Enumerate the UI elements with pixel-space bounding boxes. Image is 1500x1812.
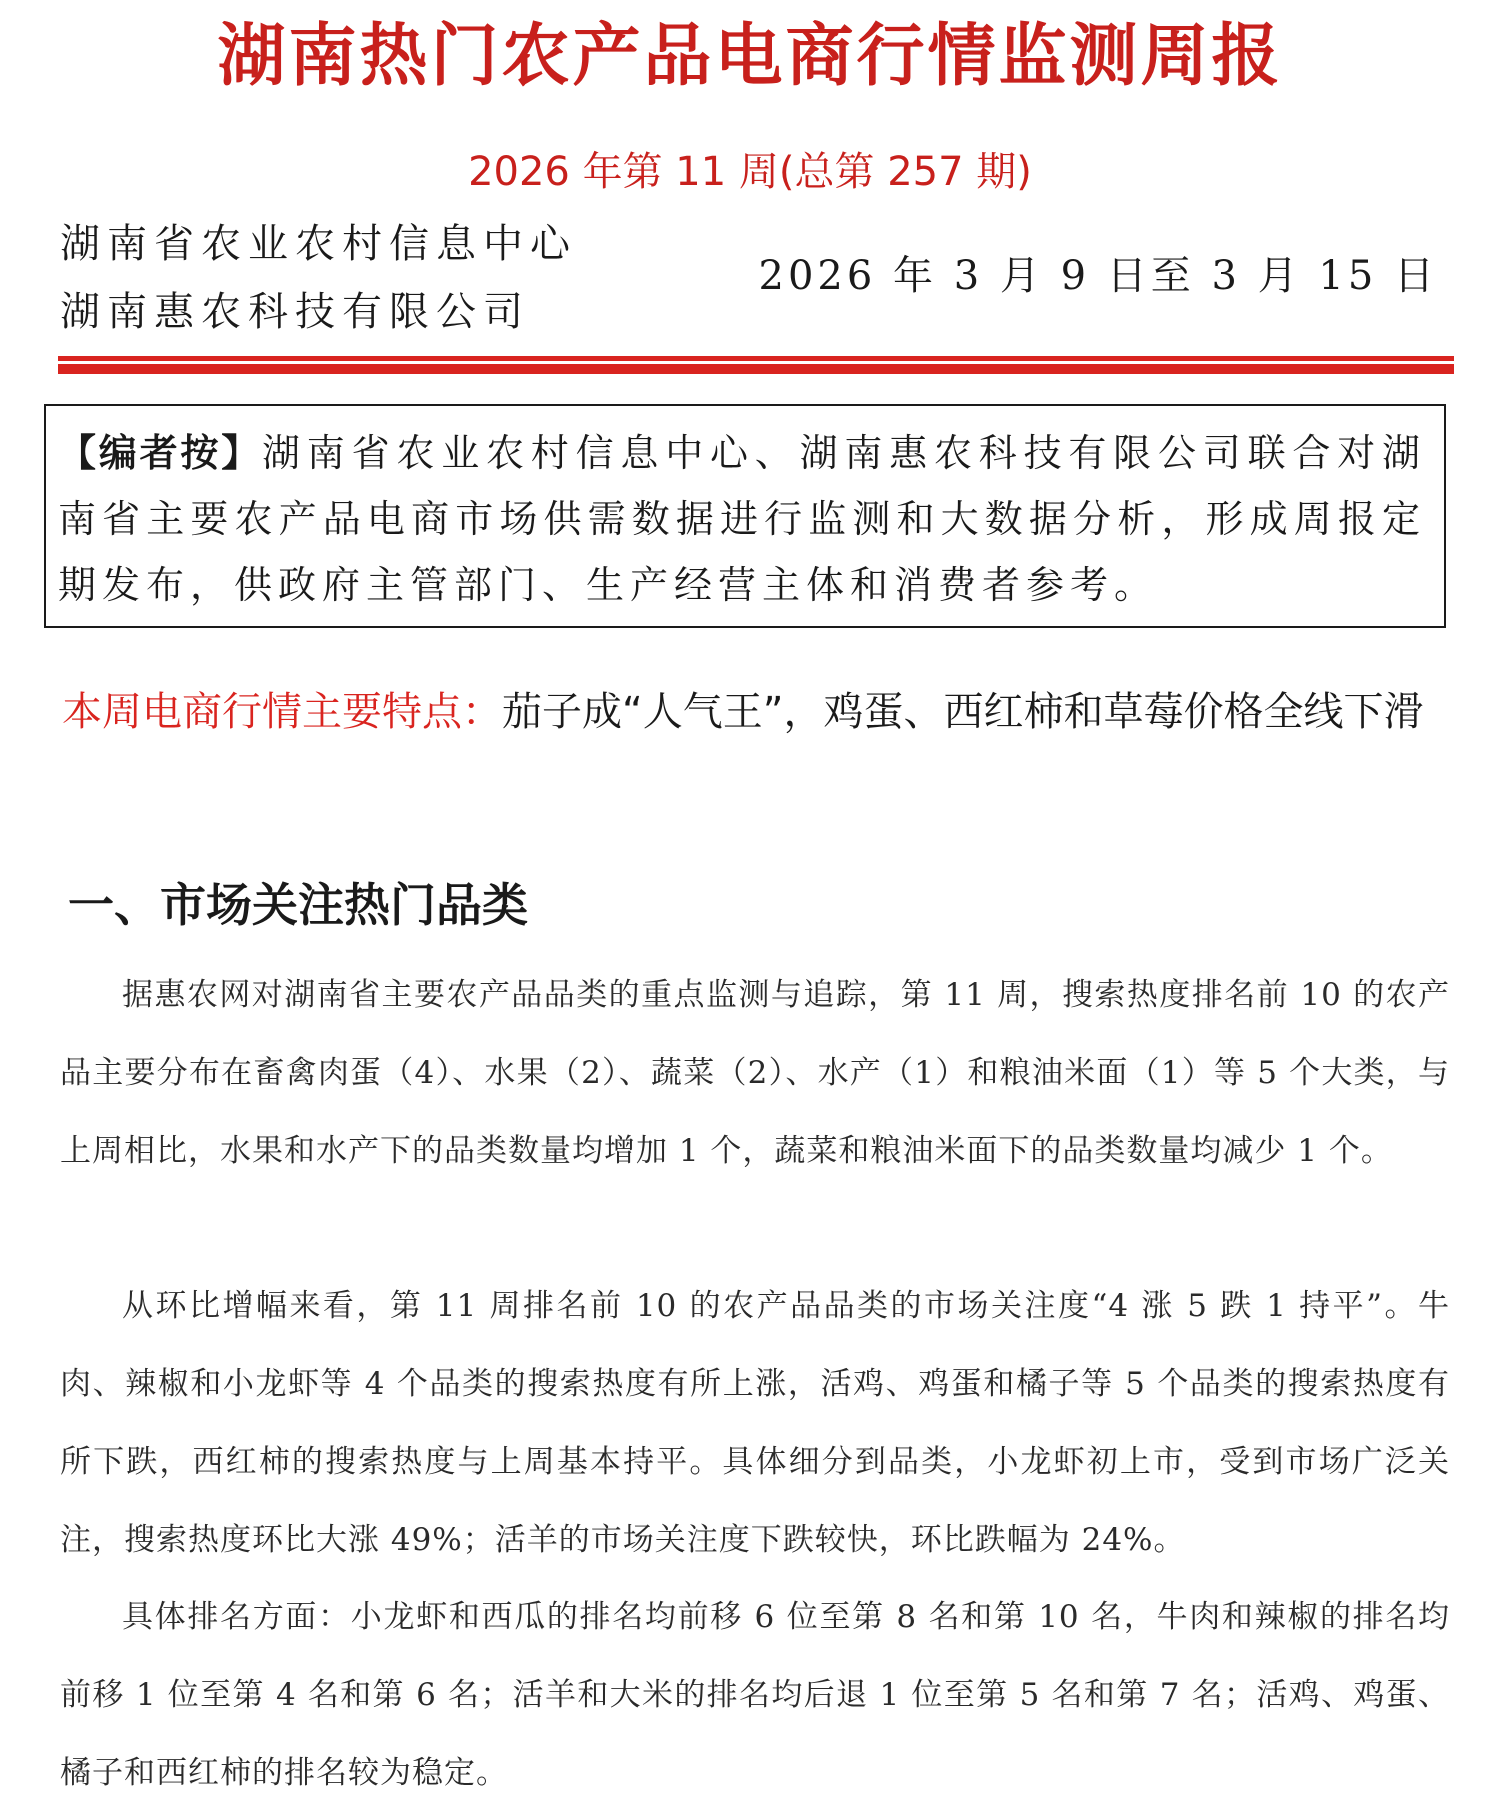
issue-number: 2026 年第 11 周(总第 257 期) xyxy=(468,149,1032,195)
features-text: 茄子成“人气王”，鸡蛋、西红柿和草莓价格全线下滑 xyxy=(502,689,1424,735)
date-range: 2026 年 3 月 9 日至 3 月 15 日 xyxy=(758,253,1438,299)
section-title: 一、市场关注热门品类 xyxy=(68,878,528,932)
editor-note-box xyxy=(44,404,1446,628)
publisher-line-2: 湖南惠农科技有限公司 xyxy=(60,289,530,335)
publisher-line-1: 湖南省农业农村信息中心 xyxy=(60,221,577,267)
editor-note-label: 【编者按】 xyxy=(58,431,262,475)
header-divider-thick xyxy=(58,364,1454,374)
weekly-features xyxy=(12,660,1482,764)
header-divider-thin xyxy=(58,356,1454,361)
paragraph: 从环比增幅来看，第 11 周排名前 10 的农产品品类的市场关注度“4 涨 5 跌 1 持平”。牛肉、辣椒和小龙虾等 4 个品类的搜索热度有所上涨，活鸡、鸡蛋和橘子等 5 个品类的搜索热度有所下跌，西红柿的搜索热度与上周基本持平。具体细分到品类，小龙虾初上市，受到市场广泛关注，搜索热度环比大涨 49%；活羊的市场关注度下跌较快，环比跌幅为 24%。 xyxy=(60,1288,1450,1558)
report-title: 湖南热门农产品电商行情监测周报 xyxy=(217,17,1283,96)
paragraph: 具体排名方面：小龙虾和西瓜的排名均前移 6 位至第 8 名和第 10 名，牛肉和辣椒的排名均前移 1 位至第 4 名和第 6 名；活羊和大米的排名均后退 1 位至第 5 名和第 7 名；活鸡、鸡蛋、橘子和西红柿的排名较为稳定。 xyxy=(60,1599,1450,1791)
editor-note-text: 湖南省农业农村信息中心、湖南惠农科技有限公司联合对湖南省主要农产品电商市场供需数据进行监测和大数据分析，形成周报定期发布，供政府主管部门、生产经营主体和消费者参考。 xyxy=(58,431,1426,607)
paragraph: 据惠农网对湖南省主要农产品品类的重点监测与追踪，第 11 周，搜索热度排名前 10 的农产品主要分布在畜禽肉蛋（4）、水果（2）、蔬菜（2）、水产（1）和粮油米面（1）等 5 个大类，与上周相比，水果和水产下的品类数量均增加 1 个，蔬菜和粮油米面下的品类数量均减少 1 个。 xyxy=(60,977,1450,1169)
features-heading: 本周电商行情主要特点： xyxy=(62,689,502,735)
